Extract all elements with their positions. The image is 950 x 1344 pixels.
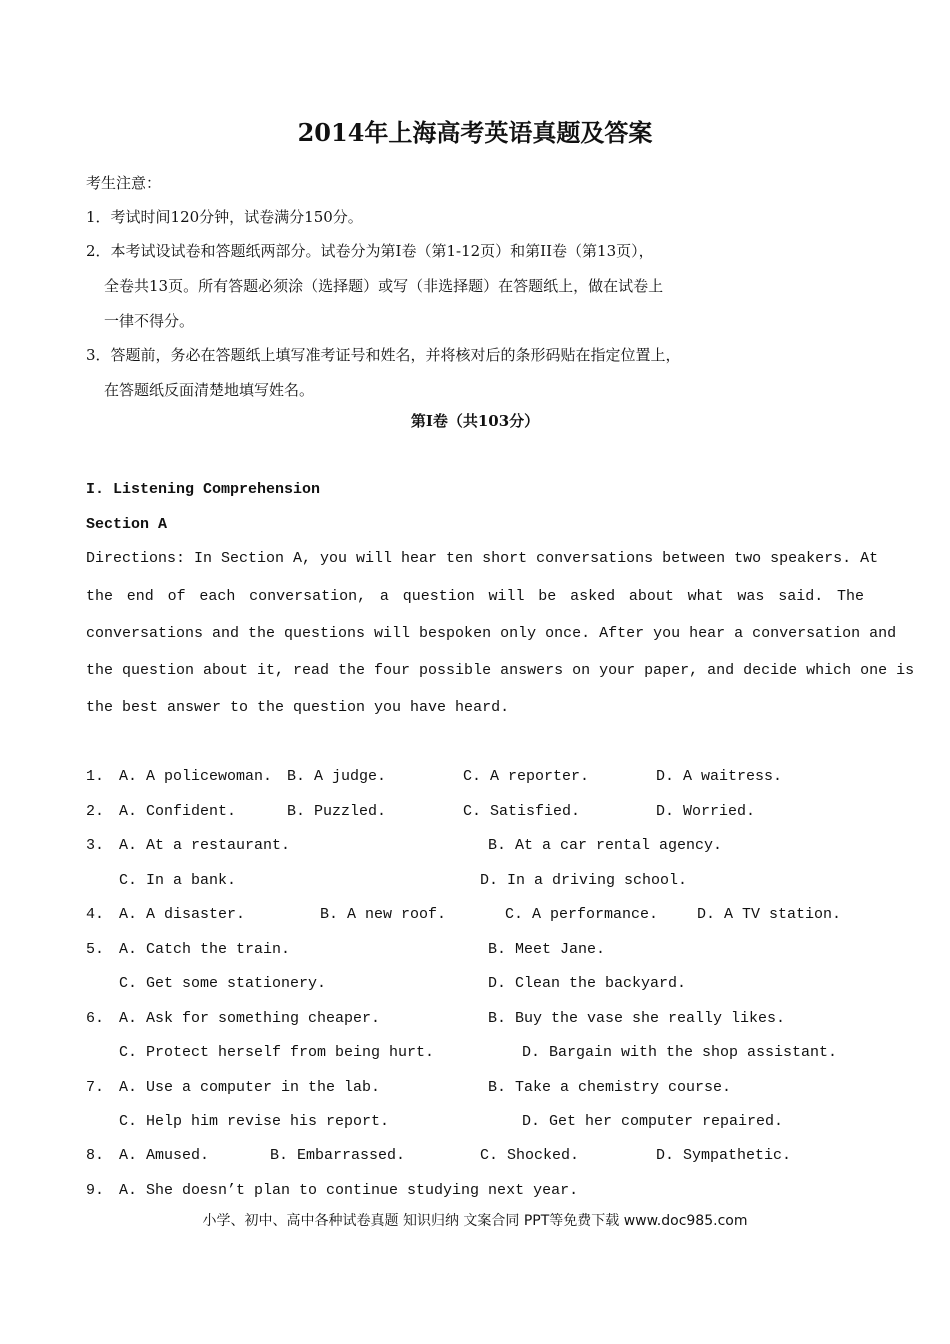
question-number: 5. [86,941,105,958]
question-number: 2. [86,803,105,820]
option-a: A. Use a computer in the lab. [119,1079,381,1096]
directions-line: Directions: In Section A, you will hear ten short conversations between two speakers. At [86,550,879,567]
notice-item-3-cont: 在答题纸反面清楚地填写姓名。 [104,381,315,399]
question-number: 9. [86,1182,105,1199]
option-c: C. A performance. [505,906,659,923]
notice-item-3: 3．答题前，务必在答题纸上填写准考证号和姓名，并将核对后的条形码贴在指定位置上， [86,346,681,364]
option-a: A. At a restaurant. [119,837,291,854]
option-b: B. Buy the vase she really likes. [488,1010,786,1027]
option-a: A. Confident. [119,803,237,820]
directions-line: the best answer to the question you have heard. [86,699,510,716]
directions-line: the question about it, read the four possible answers on your paper, and decide which one is [86,662,915,679]
option-d: D. Bargain with the shop assistant. [522,1044,838,1061]
option-b: B. Puzzled. [287,803,387,820]
notice-item-2: 2．本考试设试卷和答题纸两部分。试卷分为第I卷（第1-12页）和第II卷（第13页）， [86,242,654,260]
option-b: B. At a car rental agency. [488,837,723,854]
option-d: D. A waitress. [656,768,783,785]
question-number: 7. [86,1079,105,1096]
option-d: D. Worried. [656,803,756,820]
option-d: D. Get her computer repaired. [522,1113,784,1130]
option-a: A. A disaster. [119,906,246,923]
section-heading: I. Listening Comprehension [86,481,321,498]
question-number: 4. [86,906,105,923]
directions-line: the end of each conversation, a question will be asked about what was said. The [86,588,864,605]
option-c: C. Help him revise his report. [119,1113,390,1130]
page-title: 2014年上海高考英语真题及答案 [297,118,653,147]
option-a: A. Ask for something cheaper. [119,1010,381,1027]
option-d: D. In a driving school. [480,872,688,889]
option-a: A. A policewoman. [119,768,273,785]
option-d: D. Clean the backyard. [488,975,687,992]
option-d: D. A TV station. [697,906,842,923]
option-b: B. Take a chemistry course. [488,1079,732,1096]
option-c: C. Get some stationery. [119,975,327,992]
question-number: 3. [86,837,105,854]
option-a: A. Catch the train. [119,941,291,958]
option-d: D. Sympathetic. [656,1147,792,1164]
question-number: 1. [86,768,105,785]
notice-item-2-cont2: 一律不得分。 [104,312,195,330]
directions-line: conversations and the questions will bespoken only once. After you hear a conversation and [86,625,897,642]
question-number: 6. [86,1010,105,1027]
option-c: C. Shocked. [480,1147,580,1164]
footer-banner: 小学、初中、高中各种试卷真题 知识归纳 文案合同 PPT等免费下载 www.doc985.com [202,1213,748,1229]
option-c: C. In a bank. [119,872,237,889]
part-heading: 第I卷（共103分） [410,412,540,430]
option-b: B. A new roof. [320,906,447,923]
option-a: A. Amused. [119,1147,210,1164]
option-b: B. Embarrassed. [270,1147,406,1164]
notice-heading: 考生注意： [86,174,162,192]
notice-item-1: 1．考试时间120分钟，试卷满分150分。 [86,208,363,226]
option-b: B. A judge. [287,768,387,785]
option-c: C. Satisfied. [463,803,581,820]
notice-item-2-cont: 全卷共13页。所有答题必须涂（选择题）或写（非选择题）在答题纸上，做在试卷上 [104,277,664,295]
subsection-heading: Section A [86,516,168,533]
option-c: C. A reporter. [463,768,590,785]
option-c: C. Protect herself from being hurt. [119,1044,435,1061]
option-a: A. She doesn’t plan to continue studying next year. [119,1182,579,1199]
option-b: B. Meet Jane. [488,941,606,958]
question-number: 8. [86,1147,105,1164]
